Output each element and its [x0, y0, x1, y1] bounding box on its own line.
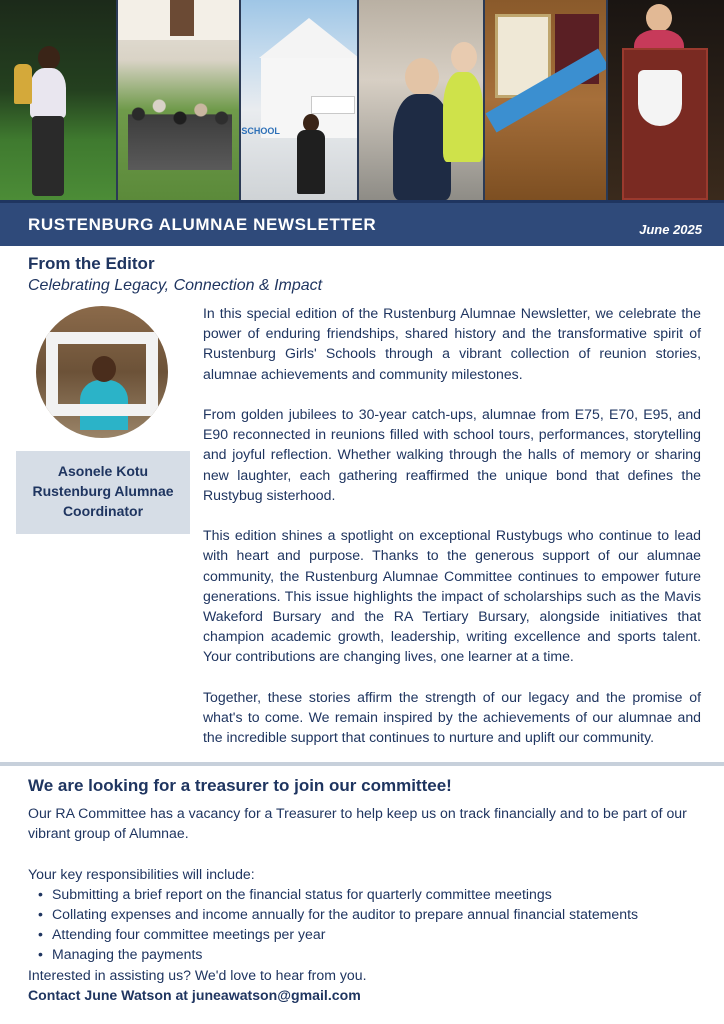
photo-speaker-at-podium [608, 0, 724, 200]
editor-name-card [16, 451, 190, 534]
list-item: • Collating expenses and income annually for the auditor to prepare annual financial statements [38, 904, 698, 924]
photo-reunion-group [118, 0, 240, 200]
responsibilities-intro: Your key responsibilities will include: [28, 865, 255, 882]
treasurer-heading: We are looking for a treasurer to join our committee! [28, 776, 452, 795]
school-sign: SCHOOL [241, 126, 280, 136]
newsletter-title: RUSTENBURG ALUMNAE NEWSLETTER [28, 215, 377, 234]
header-photo-strip [0, 0, 724, 200]
photo-school-building [241, 0, 357, 200]
editor-name: Asonele Kotu [57, 463, 149, 479]
editor-role-line-2: Coordinator [62, 503, 144, 519]
photo-alumnae-seated [359, 0, 483, 200]
editor-subheading: Celebrating Legacy, Connection & Impact [28, 277, 323, 294]
photo-athlete-with-trophy [0, 0, 116, 200]
treasurer-intro: Our RA Committee has a vacancy for a Treasurer to help keep us on track financially and to be part of our vibrant group of Alumnae. [28, 805, 687, 842]
treasurer-contact: Contact June Watson at juneawatson@gmail.com [28, 986, 361, 1003]
photo-crest-and-tie [485, 0, 607, 200]
editor-avatar [36, 306, 168, 438]
newsletter-banner [0, 200, 724, 246]
list-item: • Managing the payments [38, 944, 698, 964]
editor-role-line-1: Rustenburg Alumnae [32, 483, 174, 499]
article-paragraph: Together, these stories affirm the strength of our legacy and the promise of what's to come. We remain inspired by the achievements of our alumnae and the incredible support that continues to nurture and uplift our community. [203, 688, 701, 746]
responsibilities-list [38, 884, 698, 965]
article-paragraph: In this special edition of the Rustenburg Alumnae Newsletter, we celebrate the power of enduring friendships, shared history and the transformative spirit of Rustenburg Girls' Schools through a vibrant collection of reunion stories, alumnae achievements and community milestones. [203, 305, 701, 382]
editor-heading: From the Editor [28, 254, 155, 273]
article-paragraph: From golden jubilees to 30-year catch-ups, alumnae from E75, E70, E95, and E90 reconnected in reunions filled with school tours, performances, storytelling and joyful reflection. Whether walking through the halls of memory or sharing new laughter, each gathering reaffirmed the unique bond that defines the Rustybug sisterhood. [203, 406, 701, 503]
list-item: • Attending four committee meetings per year [38, 924, 698, 944]
article-paragraph: This edition shines a spotlight on exceptional Rustybugs who continue to lead with heart and purpose. Thanks to the generous support of our alumnae community, the Rustenburg Alumnae Committee continues to empower future generations. This issue highlights the impact of scholarships such as the Mavis Wakeford Bursary and the RA Tertiary Bursary, alongside initiatives that champion academic growth, leadership, writing excellence and sports talent. Your contributions are changing lives, one learner at a time. [203, 527, 701, 665]
treasurer-closing: Interested in assisting us? We'd love to hear from you. [28, 966, 367, 983]
issue-date: June 2025 [639, 222, 702, 237]
list-item: • Submitting a brief report on the financial status for quarterly committee meetings [38, 884, 698, 904]
section-divider [0, 762, 724, 766]
treasurer-body [28, 803, 698, 1005]
editor-article [203, 303, 701, 768]
